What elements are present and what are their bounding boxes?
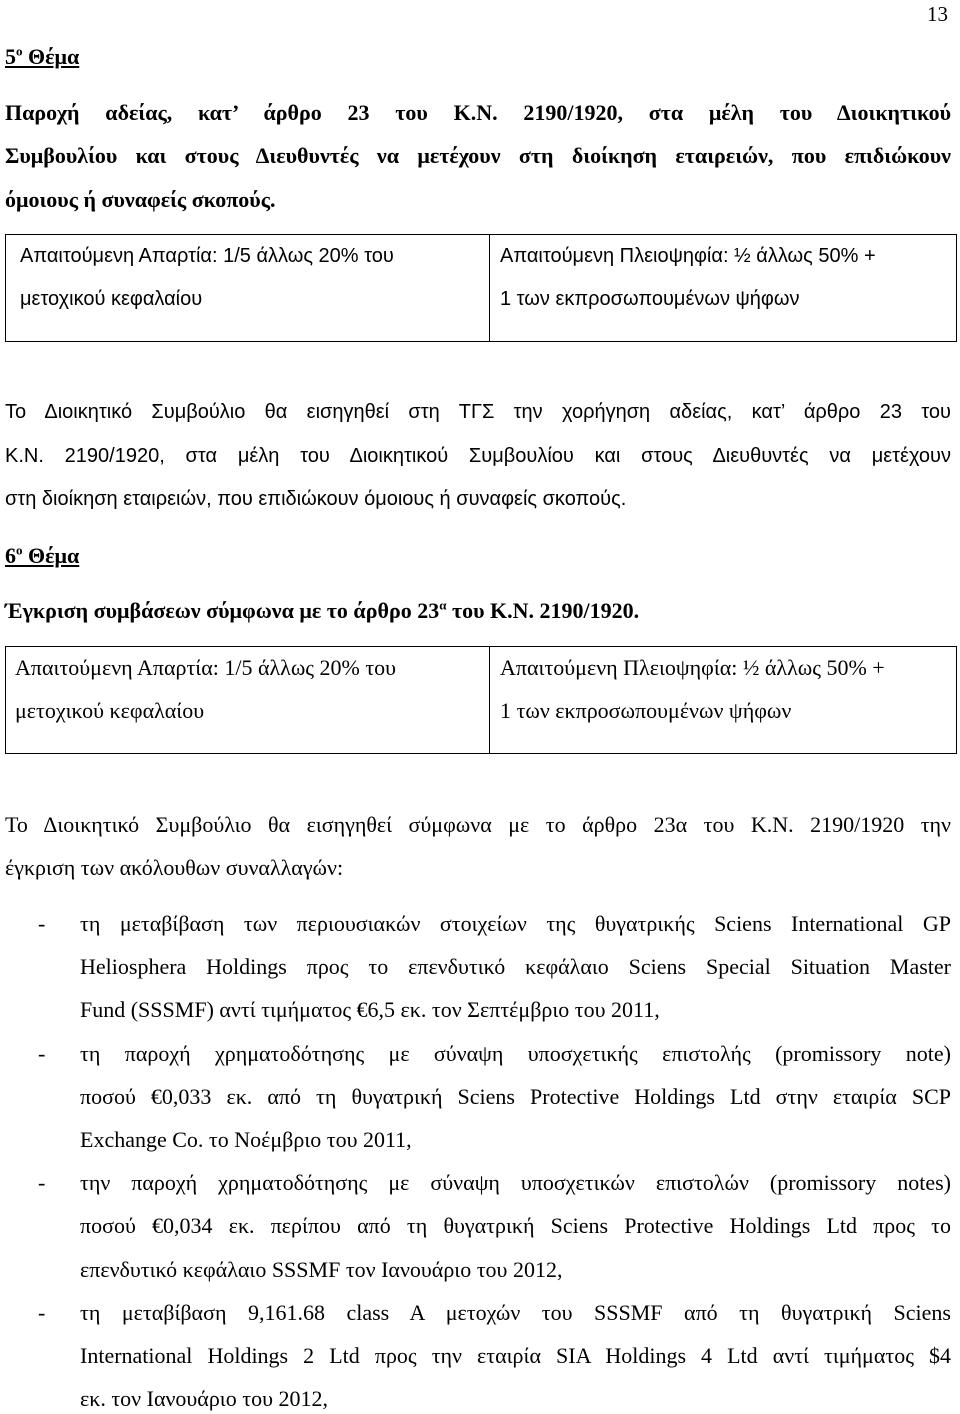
list-item-line-2: ποσού €0,033 εκ. από τη θυγατρική Sciens Protective Holdings Ltd στην εταιρία SCP xyxy=(80,1084,951,1109)
list-item-line-1: την παροχή χρηματοδότησης με σύναψη υποσχετικών επιστολών (promissory notes) xyxy=(80,1170,951,1195)
list-item-line-2: ποσού €0,034 εκ. περίπου από τη θυγατρική Sciens Protective Holdings Ltd προς το xyxy=(80,1213,951,1238)
item-6-heading xyxy=(5,543,79,569)
item-5-heading-superscript: ο xyxy=(16,43,23,59)
item-5-title-line-3: όμοιους ή συναφείς σκοπούς. xyxy=(5,187,276,212)
item-5-title-line-2: Συμβουλίου και στους Διευθυντές να μετέχουν στη διοίκηση εταιρειών, που επιδιώκουν xyxy=(5,143,951,168)
item-6-heading-word: Θέμα xyxy=(28,543,80,568)
item-6-vote-table xyxy=(5,646,957,754)
item-6-title-main: Έγκριση συμβάσεων σύμφωνα με το άρθρο 23 xyxy=(5,598,440,623)
item-5-text-line-3: στη διοίκηση εταιρειών, που επιδιώκουν όμοιους ή συναφείς σκοπούς. xyxy=(5,488,627,510)
item-5-heading-number: 5 xyxy=(5,44,16,69)
item-5-vote-table xyxy=(5,234,957,342)
list-item-dash: - xyxy=(38,1170,46,1195)
item-5-heading xyxy=(5,44,79,70)
item-6-quorum-line-2: μετοχικού κεφαλαίου xyxy=(15,698,205,723)
item-6-title-superscript: α xyxy=(439,597,447,613)
item-6-quorum-line-1: Απαιτούμενη Απαρτία: 1/5 άλλως 20% του xyxy=(15,655,397,680)
item-5-quorum-line-2: μετοχικού κεφαλαίου xyxy=(20,288,203,310)
item-5-majority-line-1: Απαιτούμενη Πλειοψηφία: ½ άλλως 50% + xyxy=(500,245,876,267)
item-5-text-line-2: Κ.Ν. 2190/1920, στα μέλη του Διοικητικού Συμβουλίου και στους Διευθυντές να μετέχουν xyxy=(5,445,951,467)
item-6-majority-cell xyxy=(490,647,956,753)
list-item-line-1: τη μεταβίβαση των περιουσιακών στοιχείων της θυγατρικής Sciens International GP xyxy=(80,911,951,936)
item-5-quorum-line-1: Απαιτούμενη Απαρτία: 1/5 άλλως 20% του xyxy=(20,245,394,267)
item-5-majority-cell xyxy=(490,235,956,341)
list-item-line-2: Heliosphera Holdings προς το επενδυτικό κεφάλαιο Sciens Special Situation Master xyxy=(80,954,951,979)
item-6-text-line-2: έγκριση των ακόλουθων συναλλαγών: xyxy=(5,855,344,880)
item-6-heading-number: 6 xyxy=(5,543,16,568)
item-6-majority-line-1: Απαιτούμενη Πλειοψηφία: ½ άλλως 50% + xyxy=(500,655,885,680)
list-item-dash: - xyxy=(38,911,46,936)
item-6-title-rest: του Κ.Ν. 2190/1920. xyxy=(446,598,640,623)
list-item-line-2: International Holdings 2 Ltd προς την εταιρία SIA Holdings 4 Ltd αντί τιμήματος $4 xyxy=(80,1343,951,1368)
item-6-quorum-cell xyxy=(6,647,490,753)
item-5-title-line-1: Παροχή αδείας, κατ’ άρθρο 23 του Κ.Ν. 2190/1920, στα μέλη του Διοικητικού xyxy=(5,100,951,125)
list-item-line-3: Exchange Co. το Νοέμβριο του 2011, xyxy=(80,1127,412,1152)
item-5-majority-line-2: 1 των εκπροσωπουμένων ψήφων xyxy=(500,288,800,310)
list-item-line-3: Fund (SSSMF) αντί τιμήματος €6,5 εκ. τον Σεπτέμβριο του 2011, xyxy=(80,997,660,1022)
list-item-dash: - xyxy=(38,1300,46,1325)
list-item-line-1: τη μεταβίβαση 9,161.68 class A μετοχών του SSSMF από τη θυγατρική Sciens xyxy=(80,1300,951,1325)
item-6-text-line-1: Το Διοικητικό Συμβούλιο θα εισηγηθεί σύμφωνα με το άρθρο 23α του Κ.Ν. 2190/1920 την xyxy=(5,812,951,837)
list-item-line-3: εκ. τον Ιανουάριο του 2012, xyxy=(80,1386,328,1411)
item-6-heading-superscript: ο xyxy=(16,542,23,558)
item-5-quorum-cell xyxy=(6,235,490,341)
list-item-dash: - xyxy=(38,1041,46,1066)
item-5-text-line-1: Το Διοικητικό Συμβούλιο θα εισηγηθεί στη ΤΓΣ την χορήγηση αδείας, κατ’ άρθρο 23 του xyxy=(5,401,951,423)
list-item-line-3: επενδυτικό κεφάλαιο SSSMF τον Ιανουάριο του 2012, xyxy=(80,1257,563,1282)
item-6-majority-line-2: 1 των εκπροσωπουμένων ψήφων xyxy=(500,698,792,723)
page-number: 13 xyxy=(927,2,948,26)
item-5-heading-word: Θέμα xyxy=(28,44,80,69)
list-item-line-1: τη παροχή χρηματοδότησης με σύναψη υποσχετικής επιστολής (promissory note) xyxy=(80,1041,951,1066)
item-6-title xyxy=(5,598,639,624)
